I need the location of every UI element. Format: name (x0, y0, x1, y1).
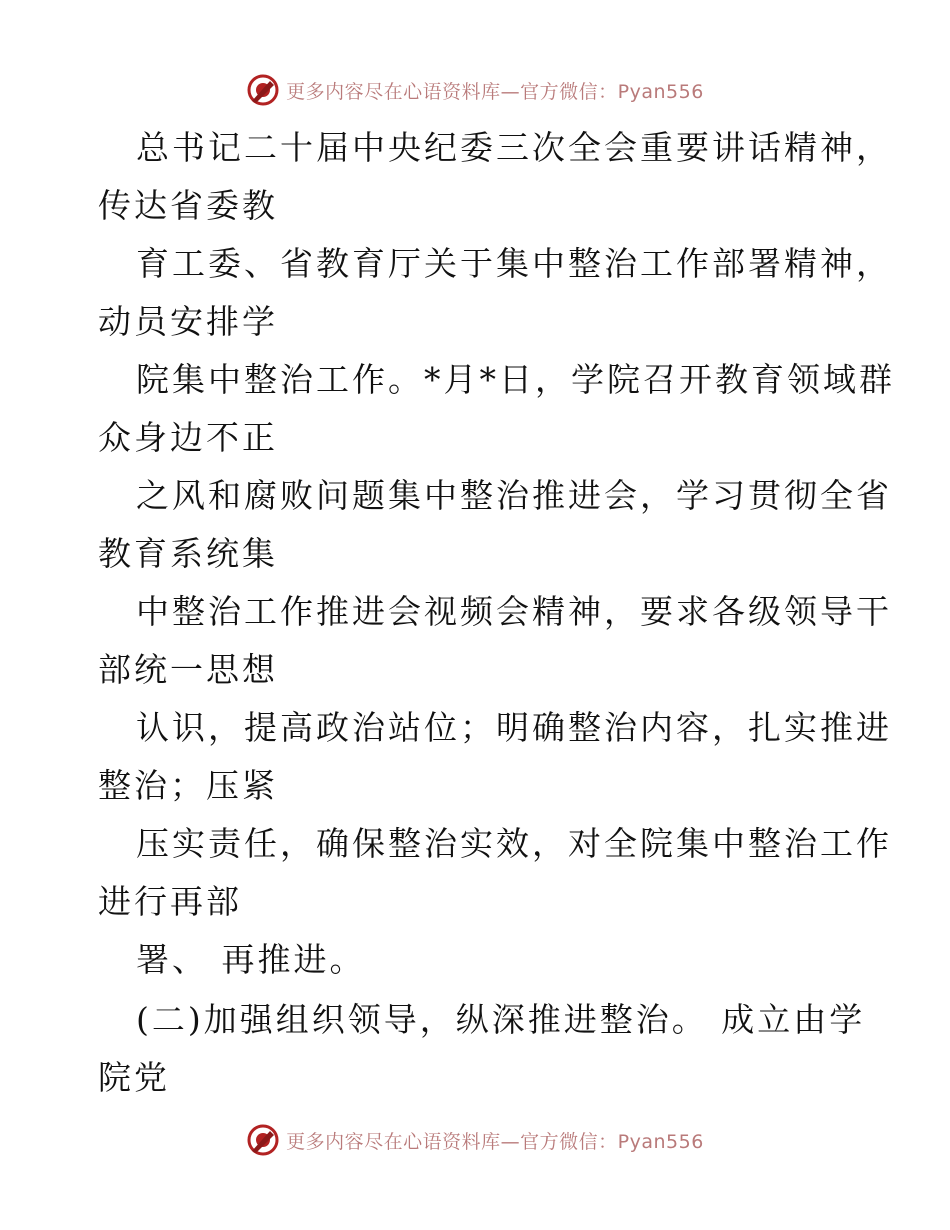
text-line: 进行再部 (98, 882, 242, 921)
text-line: 传达省委教 (98, 186, 278, 225)
text-line: 中整治工作推进会视频会精神，要求各级领导干 (136, 592, 892, 631)
text-line: 院党 (98, 1058, 170, 1097)
watermark-text: 更多内容尽在心语资料库—官方微信：Pyan556 (286, 80, 704, 103)
text-line: 总书记二十届中央纪委三次全会重要讲话精神， (136, 128, 892, 167)
pen-logo-icon (246, 73, 280, 107)
text-line: 认识，提高政治站位；明确整治内容，扎实推进 (136, 708, 892, 747)
text-line: (二)加强组织领导，纵深推进整治。 成立由学 (136, 1000, 866, 1039)
text-line: 育工委、省教育厅关于集中整治工作部署精神， (136, 244, 892, 283)
text-line: 部统一思想 (98, 650, 278, 689)
text-line: 署、 再推进。 (136, 940, 366, 979)
text-line: 之风和腐败问题集中整治推进会，学习贯彻全省 (136, 476, 892, 515)
watermark-header (0, 70, 950, 110)
text-line: 教育系统集 (98, 534, 278, 573)
text-line: 院集中整治工作。*月*日，学院召开教育领域群 (136, 360, 895, 399)
text-line: 整治；压紧 (98, 766, 278, 805)
text-line: 动员安排学 (98, 302, 278, 341)
pen-logo-icon (246, 1123, 280, 1157)
watermark-text: 更多内容尽在心语资料库—官方微信：Pyan556 (286, 1130, 704, 1153)
text-line: 众身边不正 (98, 418, 278, 457)
watermark-footer (0, 1120, 950, 1160)
text-line: 压实责任，确保整治实效，对全院集中整治工作 (136, 824, 892, 863)
